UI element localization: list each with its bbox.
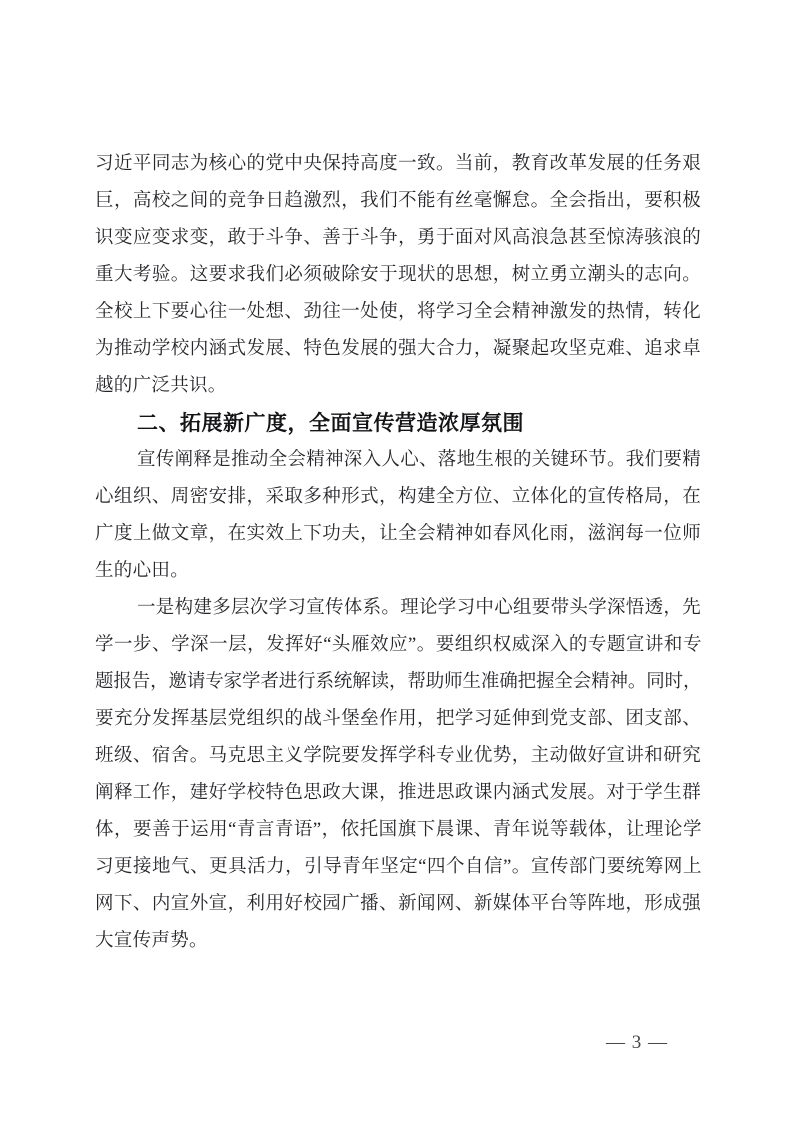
body-line: 心组织、周密安排，采取多种形式，构建全方位、立体化的宣传格局，在	[95, 487, 701, 507]
body-line: 巨，高校之间的竞争日趋激烈，我们不能有丝毫懈怠。全会指出，要积极	[95, 191, 701, 211]
body-line: 广度上做文章，在实效上下功夫，让全会精神如春风化雨，滋润每一位师	[95, 524, 701, 544]
body-line: 生的心田。	[95, 561, 190, 581]
body-line: 网下、内宣外宣，利用好校园广播、新闻网、新媒体平台等阵地，形成强	[95, 894, 701, 914]
body-line: 为推动学校内涵式发展、特色发展的强大合力，凝聚起攻坚克难、追求卓	[95, 339, 701, 359]
body-line: 识变应变求变，敢于斗争、善于斗争，勇于面对风高浪急甚至惊涛骇浪的	[95, 228, 701, 248]
body-line: 学一步、学深一层，发挥好“头雁效应”。要组织权威深入的专题宣讲和专	[95, 635, 701, 655]
body-line: 班级、宿舍。马克思主义学院要发挥学科专业优势，主动做好宣讲和研究	[95, 746, 701, 766]
body-line: 习更接地气、更具活力，引导青年坚定“四个自信”。宣传部门要统筹网上	[95, 857, 701, 877]
body-line: 习近平同志为核心的党中央保持高度一致。当前，教育改革发展的任务艰	[95, 154, 701, 174]
body-line: 宣传阐释是推动全会精神深入人心、落地生根的关键环节。我们要精	[137, 450, 702, 470]
body-line: 越的广泛共识。	[95, 376, 227, 396]
section-heading: 二、拓展新广度，全面宣传营造浓厚氛围	[137, 412, 524, 435]
body-line: 重大考验。这要求我们必须破除安于现状的思想，树立勇立潮头的志向。	[95, 265, 701, 285]
body-line: 题报告，邀请专家学者进行系统解读，帮助师生准确把握全会精神。同时，	[95, 672, 701, 692]
body-line: 要充分发挥基层党组织的战斗堡垒作用，把学习延伸到党支部、团支部、	[95, 709, 701, 729]
page-number: — 3 —	[606, 1032, 668, 1053]
body-line: 体，要善于运用“青言青语”，依托国旗下晨课、青年说等载体，让理论学	[95, 820, 701, 840]
document-body	[95, 146, 701, 960]
body-line: 一是构建多层次学习宣传体系。理论学习中心组要带头学深悟透，先	[137, 598, 702, 618]
body-line: 阐释工作，建好学校特色思政大课，推进思政课内涵式发展。对于学生群	[95, 783, 701, 803]
body-line: 大宣传声势。	[95, 931, 208, 951]
body-line: 全校上下要心往一处想、劲往一处使，将学习全会精神激发的热情，转化	[95, 302, 701, 322]
